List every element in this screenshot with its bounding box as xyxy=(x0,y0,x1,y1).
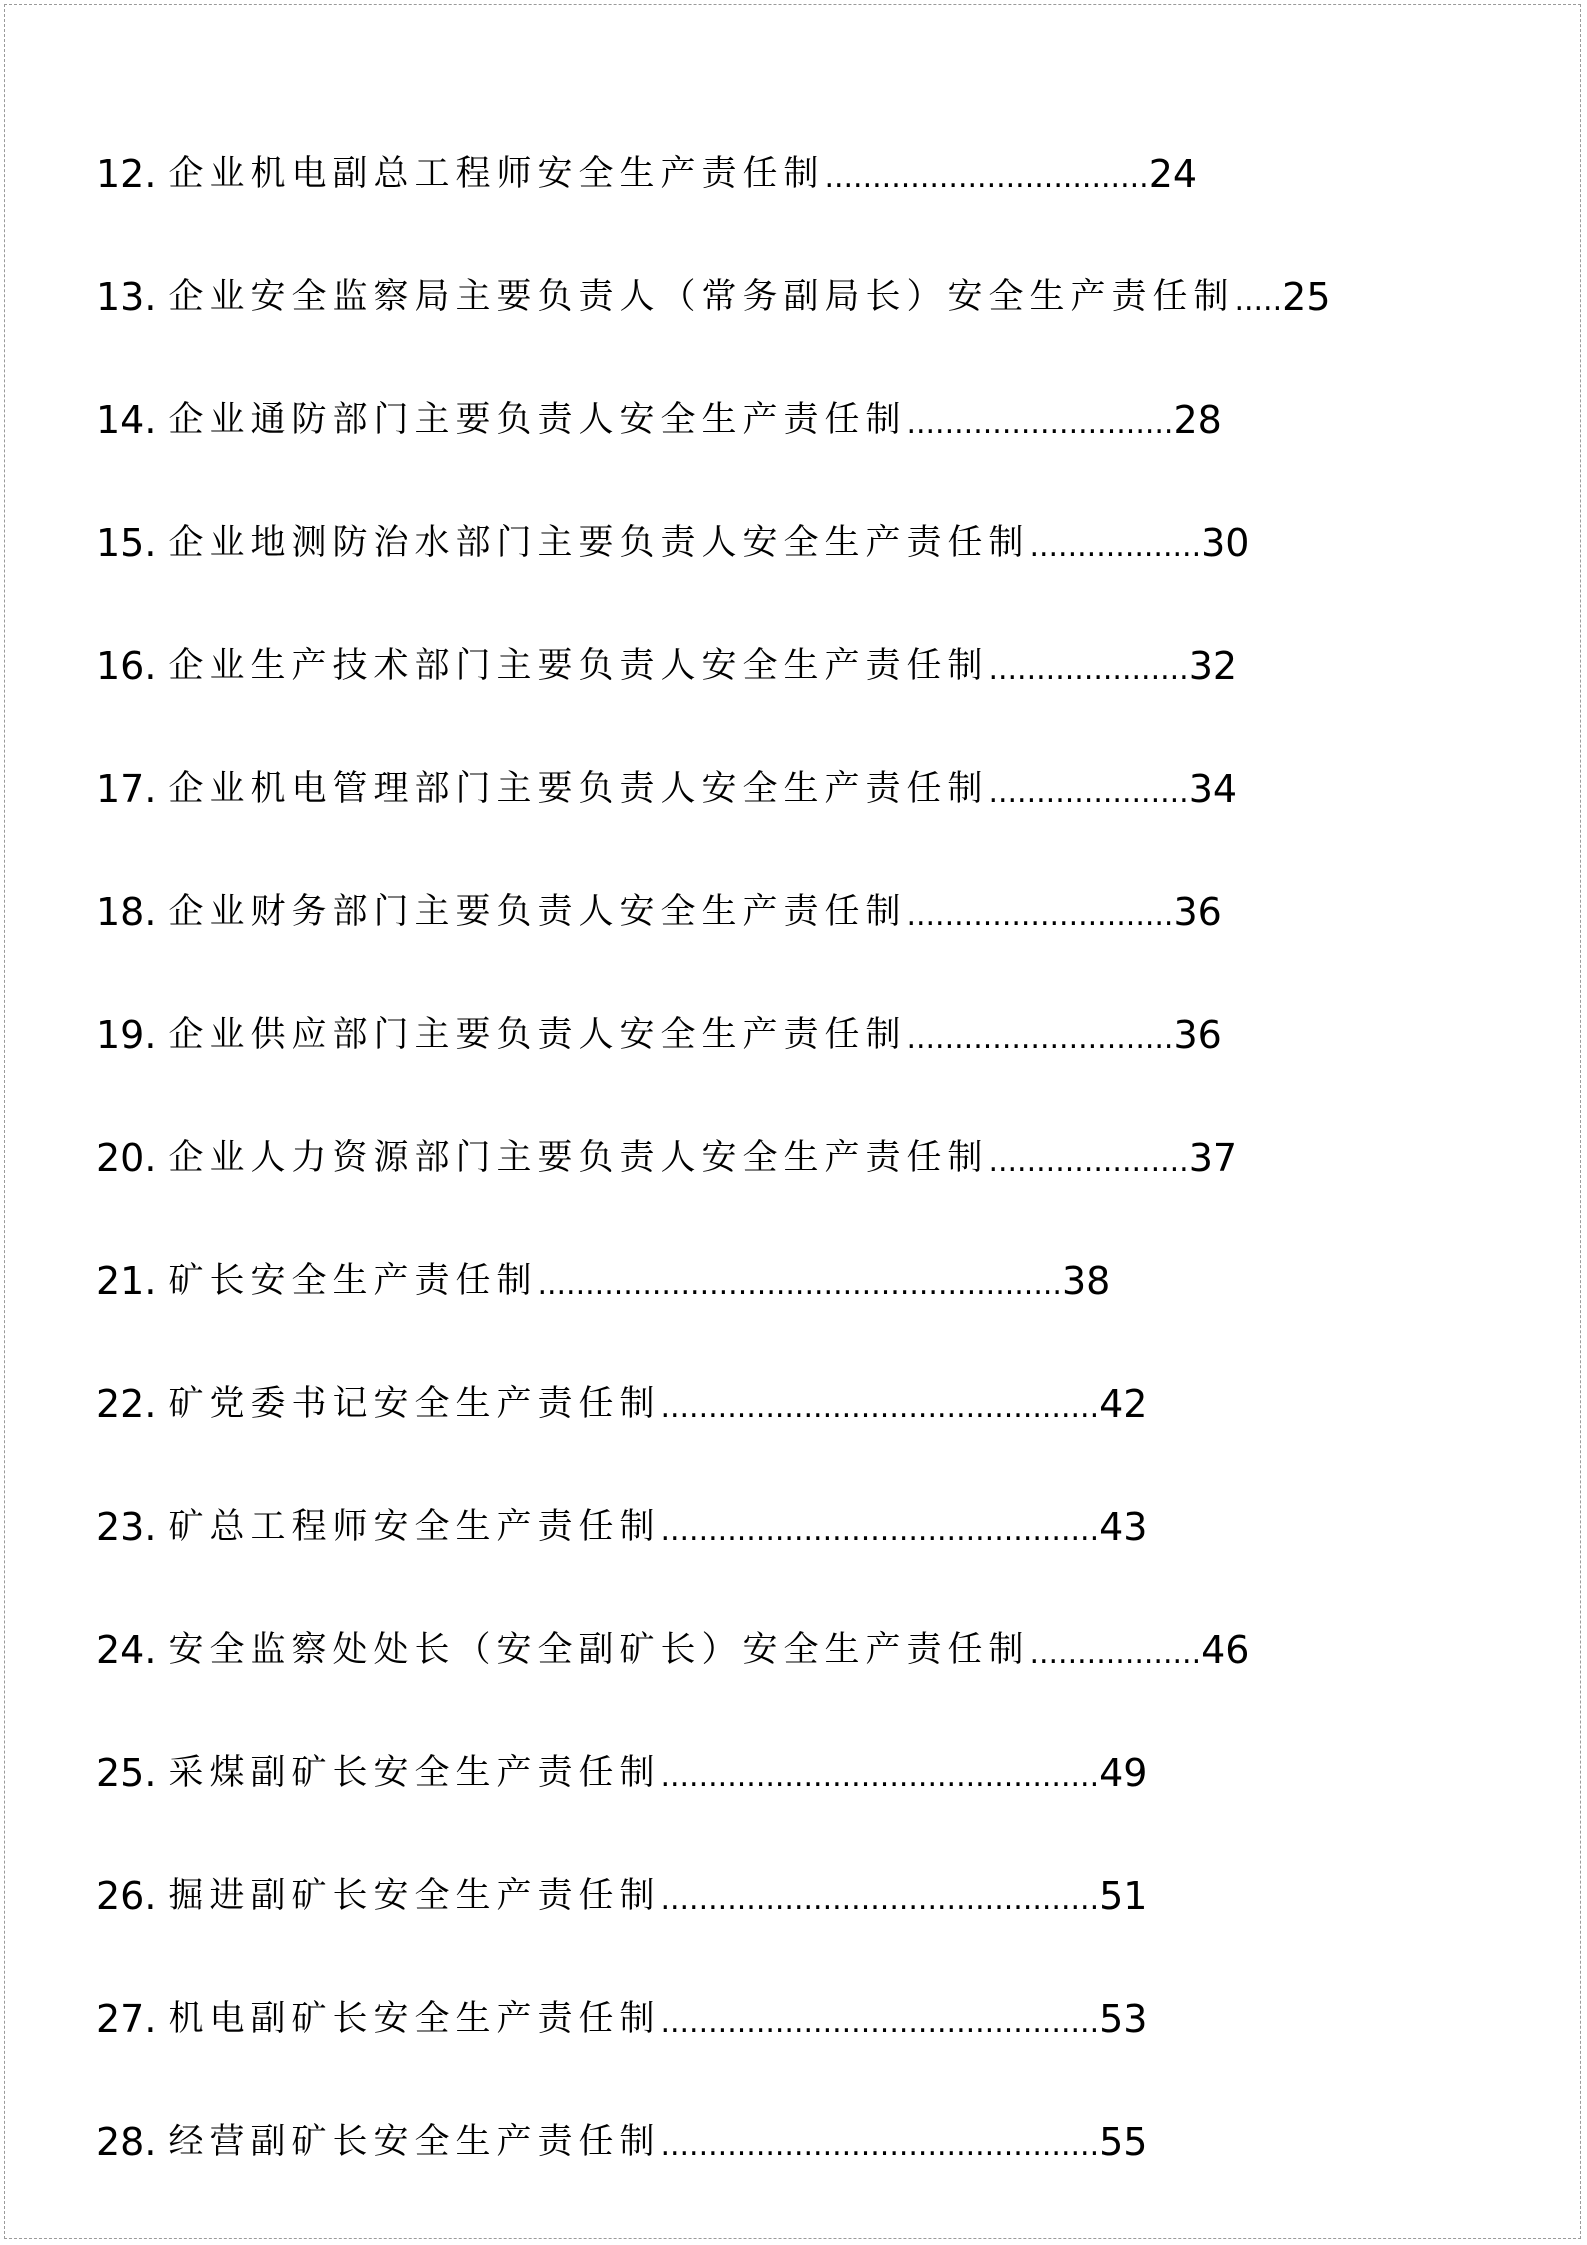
toc-page-number: 49 xyxy=(1099,1750,1148,1795)
toc-entry-title: 机电副矿长安全生产责任制 xyxy=(168,1998,661,2039)
toc-entry-number: 16. xyxy=(96,643,157,688)
toc-entry-24[interactable] xyxy=(96,1588,1331,1711)
toc-entry-title: 企业机电副总工程师安全生产责任制 xyxy=(168,153,825,194)
toc-entry-21[interactable] xyxy=(96,1219,1331,1342)
toc-entry-title: 企业地测防治水部门主要负责人安全生产责任制 xyxy=(168,522,1030,563)
toc-leader-dots: .............................................. xyxy=(660,2127,1100,2163)
toc-entry-number: 28. xyxy=(96,2119,157,2164)
toc-entry-13[interactable] xyxy=(96,235,1331,358)
toc-entry-title: 企业供应部门主要负责人安全生产责任制 xyxy=(168,1014,907,1055)
toc-entry-12[interactable] xyxy=(96,112,1331,235)
toc-entry-number: 25. xyxy=(96,1750,157,1795)
toc-page-number: 28 xyxy=(1173,397,1222,442)
toc-entry-number: 26. xyxy=(96,1873,157,1918)
toc-entry-title: 采煤副矿长安全生产责任制 xyxy=(168,1752,661,1793)
toc-page-number: 36 xyxy=(1173,1012,1222,1057)
toc-entry-15[interactable] xyxy=(96,481,1331,604)
toc-leader-dots: .................................. xyxy=(824,159,1149,195)
toc-entry-number: 12. xyxy=(96,151,157,196)
toc-entry-number: 21. xyxy=(96,1258,157,1303)
toc-entry-title: 矿长安全生产责任制 xyxy=(168,1260,538,1301)
toc-entry-number: 19. xyxy=(96,1012,157,1057)
toc-entry-number: 20. xyxy=(96,1135,157,1180)
toc-page-number: 30 xyxy=(1201,520,1250,565)
toc-leader-dots: ..................... xyxy=(988,774,1189,810)
toc-entry-17[interactable] xyxy=(96,727,1331,850)
toc-page-number: 32 xyxy=(1188,643,1238,688)
toc-entry-title: 掘进副矿长安全生产责任制 xyxy=(168,1875,661,1916)
toc-entry-19[interactable] xyxy=(96,973,1331,1096)
toc-leader-dots: .............................................. xyxy=(660,1881,1100,1917)
toc-entry-number: 14. xyxy=(96,397,157,442)
toc-entry-number: 23. xyxy=(96,1504,157,1549)
toc-leader-dots: ....................................................... xyxy=(537,1266,1062,1302)
toc-leader-dots: ............................ xyxy=(906,1020,1174,1056)
toc-page-number: 38 xyxy=(1061,1258,1111,1303)
toc-leader-dots: ..................... xyxy=(988,651,1189,687)
toc-entry-title: 企业机电管理部门主要负责人安全生产责任制 xyxy=(168,768,989,809)
toc-entry-title: 企业人力资源部门主要负责人安全生产责任制 xyxy=(168,1137,989,1178)
toc-entry-26[interactable] xyxy=(96,1834,1331,1957)
toc-leader-dots: .............................................. xyxy=(660,1512,1100,1548)
toc-page-number: 24 xyxy=(1148,151,1198,196)
toc-page-number: 51 xyxy=(1099,1873,1148,1918)
toc-entry-number: 27. xyxy=(96,1996,157,2041)
toc-entry-title: 企业通防部门主要负责人安全生产责任制 xyxy=(168,399,907,440)
toc-entry-title: 企业生产技术部门主要负责人安全生产责任制 xyxy=(168,645,989,686)
toc-entry-number: 13. xyxy=(96,274,157,319)
toc-entry-title: 矿党委书记安全生产责任制 xyxy=(168,1383,661,1424)
toc-page-number: 37 xyxy=(1188,1135,1238,1180)
toc-leader-dots: ..... xyxy=(1234,282,1283,318)
toc-leader-dots: .............................................. xyxy=(660,2004,1100,2040)
toc-entry-title: 矿总工程师安全生产责任制 xyxy=(168,1506,661,1547)
toc-page-number: 34 xyxy=(1188,766,1238,811)
toc-entry-title: 安全监察处处长（安全副矿长）安全生产责任制 xyxy=(168,1629,1030,1670)
toc-entry-number: 18. xyxy=(96,889,157,934)
toc-entry-title: 经营副矿长安全生产责任制 xyxy=(168,2121,661,2162)
toc-page-number: 43 xyxy=(1099,1504,1148,1549)
toc-leader-dots: ..................... xyxy=(988,1143,1189,1179)
toc-leader-dots: .............................................. xyxy=(660,1389,1100,1425)
toc-entry-27[interactable] xyxy=(96,1957,1331,2080)
toc-entry-number: 15. xyxy=(96,520,157,565)
toc-leader-dots: .................. xyxy=(1029,528,1202,564)
toc-page-number: 53 xyxy=(1099,1996,1148,2041)
toc-entry-22[interactable] xyxy=(96,1342,1331,1465)
toc-leader-dots: .............................................. xyxy=(660,1758,1100,1794)
toc-entry-20[interactable] xyxy=(96,1096,1331,1219)
toc-entry-28[interactable] xyxy=(96,2080,1331,2203)
toc-entry-number: 17. xyxy=(96,766,157,811)
toc-leader-dots: .................. xyxy=(1029,1635,1202,1671)
toc-leader-dots: ............................ xyxy=(906,405,1174,441)
toc-entry-title: 企业财务部门主要负责人安全生产责任制 xyxy=(168,891,907,932)
toc-entry-23[interactable] xyxy=(96,1465,1331,1588)
toc-entry-16[interactable] xyxy=(96,604,1331,727)
toc-leader-dots: ............................ xyxy=(906,897,1174,933)
toc-page-number: 25 xyxy=(1282,274,1331,319)
toc-entry-number: 24. xyxy=(96,1627,157,1672)
toc-entry-title: 企业安全监察局主要负责人（常务副局长）安全生产责任制 xyxy=(168,276,1235,317)
toc-page-number: 55 xyxy=(1099,2119,1148,2164)
toc-page-number: 36 xyxy=(1173,889,1222,934)
toc-page-number: 42 xyxy=(1099,1381,1148,1426)
toc-entry-18[interactable] xyxy=(96,850,1331,973)
toc-entry-25[interactable] xyxy=(96,1711,1331,1834)
toc-entry-14[interactable] xyxy=(96,358,1331,481)
table-of-contents xyxy=(96,112,1331,2203)
toc-entry-number: 22. xyxy=(96,1381,157,1426)
toc-page-number: 46 xyxy=(1201,1627,1250,1672)
